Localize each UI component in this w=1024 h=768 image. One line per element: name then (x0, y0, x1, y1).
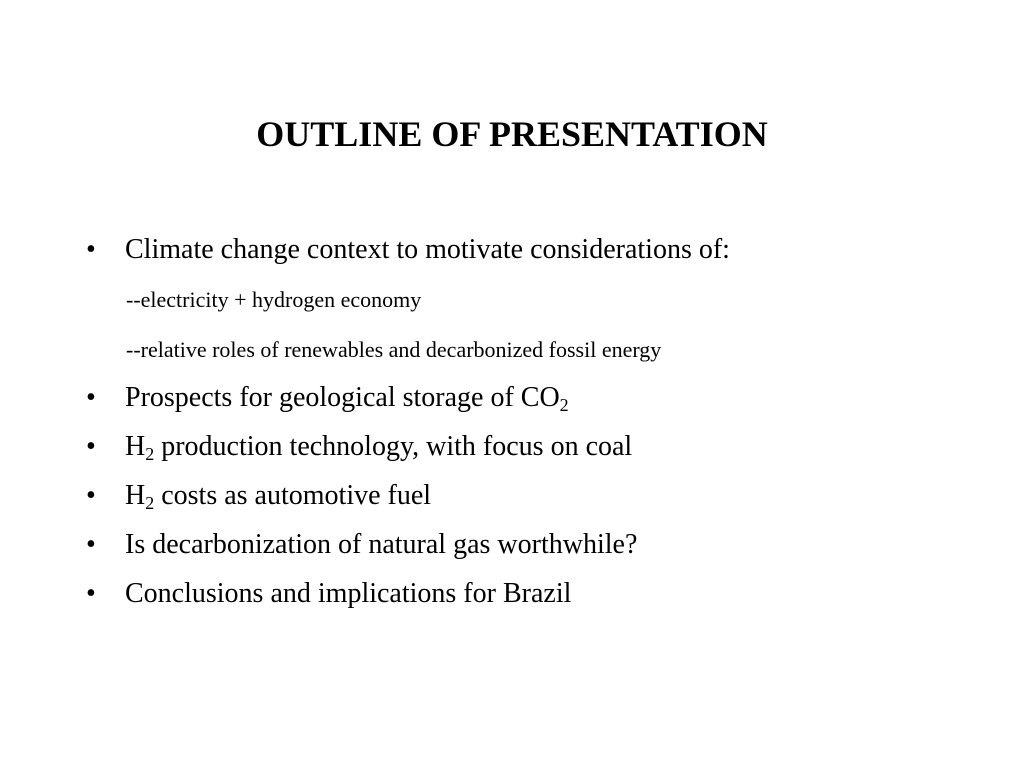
bullet-text: Is decarbonization of natural gas worthwhile? (125, 529, 638, 560)
bullet-text: Climate change context to motivate considerations of: (125, 234, 730, 265)
bullet-text (125, 380, 569, 416)
bullet-dot-icon: • (86, 382, 96, 413)
bullet-dot-icon: • (86, 529, 96, 560)
bullet-text-before: H (125, 480, 146, 511)
bullet-dot-icon: • (86, 431, 96, 462)
bullet-dot-icon: • (86, 578, 96, 609)
bullet-dot-icon: • (86, 480, 96, 511)
bullet-text-before: H (125, 431, 146, 462)
bullet-text (125, 478, 431, 514)
bullet-text: Conclusions and implications for Brazil (125, 578, 572, 609)
slide-title: OUTLINE OF PRESENTATION (256, 114, 768, 154)
bullet-dot-icon: • (86, 234, 96, 265)
bullet-text (125, 429, 632, 465)
bullet-text-after: production technology, with focus on coal (154, 431, 633, 462)
bullet-text-before: Prospects for geological storage of CO (125, 382, 560, 413)
sub-item-text: --electricity + hydrogen economy (126, 287, 422, 312)
subscript: 2 (145, 493, 155, 513)
subscript: 2 (145, 444, 155, 464)
bullet-text-after: costs as automotive fuel (154, 480, 432, 511)
subscript: 2 (559, 395, 569, 415)
sub-item-text: --relative roles of renewables and decarbonized fossil energy (126, 337, 662, 362)
